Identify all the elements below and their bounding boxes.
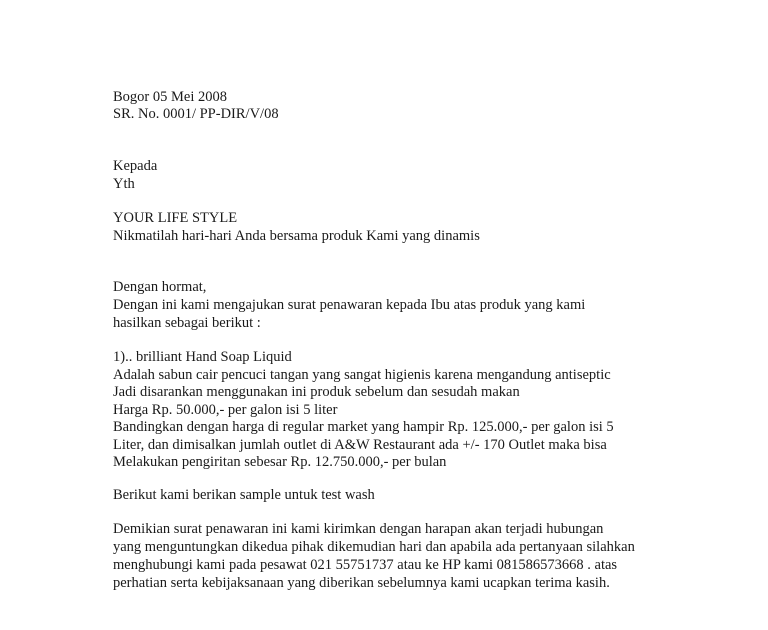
price-compare-2: Liter, dan dimisalkan jumlah outlet di A&W Restaurant ada +/- 170 Outlet maka bisa xyxy=(113,437,607,453)
closing-line-4: perhatian serta kebijaksanaan yang diberikan sebelumnya kami ucapkan terima kasih. xyxy=(113,575,610,591)
tagline-subtitle: Nikmatilah hari-hari Anda bersama produk Kami yang dinamis xyxy=(113,228,480,244)
recipient-yth: Yth xyxy=(113,176,135,192)
closing-line-2: yang menguntungkan dikedua pihak dikemudian hari dan apabila ada pertanyaan silahkan xyxy=(113,539,635,555)
intro-line-1: Dengan ini kami mengajukan surat penawaran kepada Ibu atas produk yang kami xyxy=(113,297,586,313)
reference-number: SR. No. 0001/ PP-DIR/V/08 xyxy=(113,106,279,122)
greeting: Dengan hormat, xyxy=(113,279,207,295)
product-price: Harga Rp. 50.000,- per galon isi 5 liter xyxy=(113,402,338,418)
recipient-label: Kepada xyxy=(113,158,158,174)
letter-date: Bogor 05 Mei 2008 xyxy=(113,89,227,105)
price-compare-3: Melakukan pengiritan sebesar Rp. 12.750.000,- per bulan xyxy=(113,454,447,470)
product-name: 1).. brilliant Hand Soap Liquid xyxy=(113,349,292,365)
product-desc-2: Jadi disarankan menggunakan ini produk sebelum dan sesudah makan xyxy=(113,384,520,400)
price-compare-1: Bandingkan dengan harga di regular market yang hampir Rp. 125.000,- per galon isi 5 xyxy=(113,419,614,435)
closing-line-3: menghubungi kami pada pesawat 021 55751737 atau ke HP kami 081586573668 . atas xyxy=(113,557,618,573)
product-desc-1: Adalah sabun cair pencuci tangan yang sangat higienis karena mengandung antiseptic xyxy=(113,367,611,383)
sample-note: Berikut kami berikan sample untuk test wash xyxy=(113,487,375,503)
intro-line-2: hasilkan sebagai berikut : xyxy=(113,315,261,331)
tagline-title: YOUR LIFE STYLE xyxy=(113,210,238,226)
closing-line-1: Demikian surat penawaran ini kami kirimkan dengan harapan akan terjadi hubungan xyxy=(113,521,604,537)
